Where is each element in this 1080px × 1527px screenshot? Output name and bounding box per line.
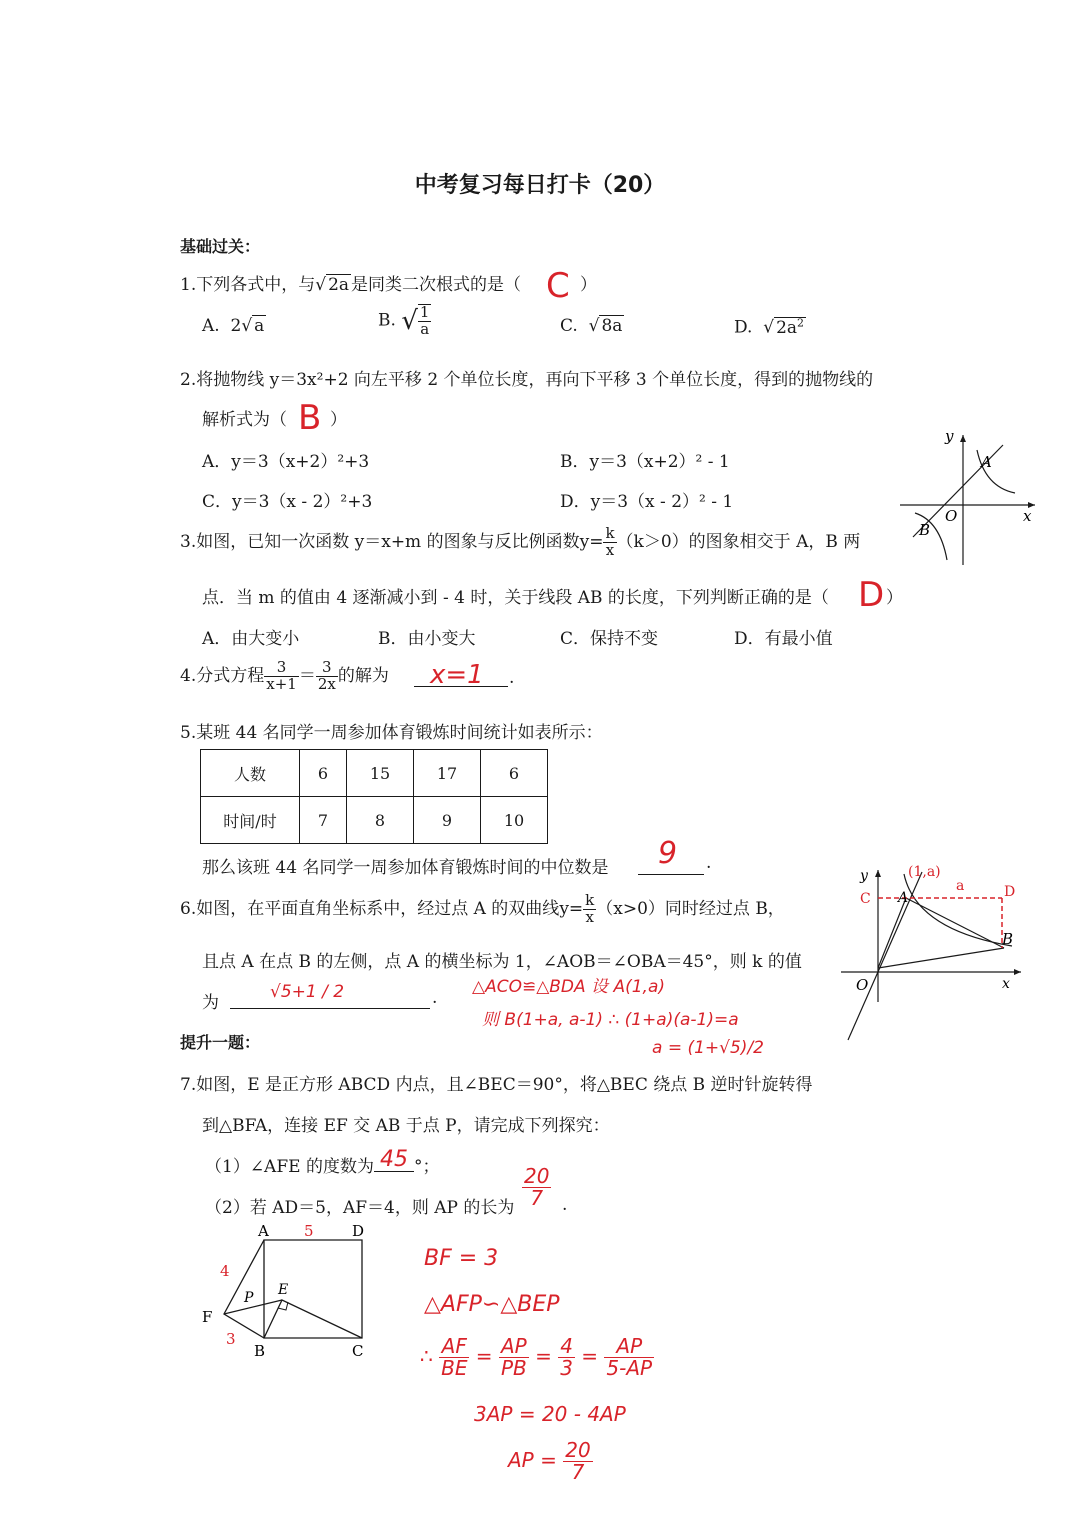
q3-option-a: A．由大变小 (202, 629, 300, 649)
q1-close-paren: ） (580, 275, 597, 295)
q6-point-a: A (898, 890, 909, 906)
q6-frac-den: x (585, 907, 594, 926)
q7-p2-period: . (562, 1195, 568, 1215)
q2-option-b: B．y＝3（x+2）² - 1 (560, 452, 730, 472)
q7-part2: （2）若 AD＝5，AF＝4，则 AP 的长为 (205, 1198, 515, 1218)
q1-stem (180, 270, 521, 295)
q1-stem-pre: 1.下列各式中，与 (180, 275, 316, 295)
q7-work-frac2-den: PB (500, 1356, 527, 1380)
q4-right-num: 3 (316, 660, 338, 677)
q7-line1: 7.如图，E 是正方形 ABCD 内点，且∠BEC＝90°，将△BEC 绕点 B 逆时针旋转得 (180, 1075, 813, 1095)
q2-handwritten-answer: B (298, 398, 322, 438)
q7-work-line3: ∴ $\frac{AF}{BE}$ = $\frac{AP}{PB}$ = $\frac{4}{3}$ = $\frac{AP}{5-AP}$ (420, 1334, 653, 1380)
q7-work-final-frac (563, 1440, 592, 1483)
q1-b-radical-sign: √ (401, 305, 418, 336)
q5-header-count: 人数 (201, 750, 300, 797)
q4-left-fraction (264, 660, 299, 693)
q6-point-d: D (1004, 884, 1016, 900)
q7-p1-post: °； (413, 1157, 440, 1177)
q6-point-c: C (860, 891, 871, 907)
q5-cell: 6 (481, 750, 548, 797)
q1-d-radicand: 2a (776, 317, 798, 338)
q3-option-c: C．保持不变 (560, 629, 659, 649)
q6-origin: O (856, 976, 869, 994)
q7-label-a: A (258, 1222, 269, 1240)
q7-work-frac1 (439, 1336, 469, 1379)
q5-cell: 8 (347, 797, 414, 844)
q3-line1-pre: 3.如图，已知一次函数 y＝x+m 的图象与反比例函数 (180, 531, 580, 552)
q7-work-therefore: ∴ (420, 1344, 433, 1368)
q4-left-num: 3 (264, 660, 299, 677)
q6-work-line3: a = (1+√5)/2 (652, 1038, 764, 1058)
q6-line1 (180, 893, 785, 926)
q5-header-time: 时间/时 (201, 797, 300, 844)
q5-followup: 那么该班 44 名同学一周参加体育锻炼时间的中位数是 (202, 858, 609, 878)
q1-option-d (734, 316, 806, 338)
q7-work-frac1-num: AF (439, 1336, 469, 1358)
q3-point-b: B (919, 521, 931, 539)
q5-cell: 9 (414, 797, 481, 844)
q7-work-frac4 (604, 1336, 654, 1379)
q1-a-radicand: a (254, 316, 265, 336)
q1-b-den: a (420, 319, 430, 338)
q7-work-final-num: 20 (565, 1438, 591, 1462)
q3-frac-y: y= (579, 531, 604, 552)
q1-d-label: D. (734, 317, 753, 338)
q3-graph-figure (895, 425, 1045, 570)
q7-line2: 到△BFA，连接 EF 交 AB 于点 P，请完成下列探究： (202, 1116, 610, 1136)
q7-p2-den: 7 (530, 1186, 544, 1210)
q6-graph-figure (836, 852, 1036, 1052)
q3-x-label: x (1023, 507, 1032, 525)
q7-work-final-den: 7 (571, 1460, 585, 1484)
q1-option-b (378, 304, 431, 338)
q3-frac-den: x (605, 540, 615, 559)
q7-p1-blank (374, 1147, 414, 1172)
q7-work-frac4-den: 5-AP (606, 1356, 653, 1380)
q7-part1 (205, 1147, 440, 1177)
q6-fraction (583, 893, 596, 926)
q5-cell: 15 (347, 750, 414, 797)
q5-cell: 10 (481, 797, 548, 844)
q4-pre: 4.分式方程 (180, 665, 265, 686)
q5-handwritten-answer: 9 (658, 836, 678, 871)
q3-option-b: B．由小变大 (378, 629, 476, 649)
q7-work-frac1-den: BE (441, 1356, 468, 1380)
q1-option-c (560, 316, 624, 336)
q7-label-c: C (352, 1342, 364, 1360)
q3-handwritten-answer: D (858, 575, 885, 615)
q7-work-frac2 (499, 1336, 529, 1379)
q4-right-den: 2x (317, 674, 336, 693)
q2-option-c: C．y＝3（x - 2）²+3 (202, 492, 373, 512)
q1-d-exponent: 2 (797, 316, 805, 329)
q7-work-frac3 (558, 1336, 575, 1379)
q4-post: 的解为 (337, 665, 389, 686)
q1-b-fraction (418, 304, 432, 338)
q6-frac-y: y= (559, 898, 584, 919)
q6-coord-label: (1,a) (908, 864, 941, 880)
q6-work-line2: 则 B(1+a, a-1) ∴ (1+a)(a-1)=a (482, 1010, 739, 1030)
q7-work-frac3-num: 4 (560, 1334, 573, 1358)
q2-line2: 解析式为（ (202, 410, 287, 430)
q6-period: . (432, 988, 438, 1008)
q2-line1: 2.将抛物线 y＝3x²+2 向左平移 2 个单位长度，再向下平移 3 个单位长度，得到的抛物线的 (180, 370, 874, 390)
q7-work-ap-eq: AP = (508, 1448, 557, 1472)
q1-b-num: 1 (419, 303, 430, 321)
q5-table (200, 749, 548, 844)
q7-square-figure (196, 1218, 386, 1368)
q6-line3: 为 (202, 993, 219, 1013)
q7-label-e: E (278, 1282, 289, 1298)
table-row (201, 797, 548, 844)
q1-b-label: B. (378, 310, 396, 331)
q3-line1-post: （k＞0）的图象相交于 A，B 两 (616, 531, 861, 552)
q5-period: . (706, 853, 712, 873)
q3-frac-num: k (605, 524, 615, 542)
q6-y-arrow (875, 870, 881, 877)
q7-triangle-bec (264, 1300, 362, 1338)
q3-y-label: y (945, 427, 954, 445)
q3-line1 (180, 526, 860, 559)
q3-close-paren: ） (886, 588, 903, 608)
q5-cell: 7 (300, 797, 347, 844)
q7-p1-pre: （1）∠AFE 的度数为 (205, 1157, 374, 1177)
q7-p2-num: 20 (524, 1164, 550, 1188)
q7-work-line2: △AFP∽△BEP (424, 1292, 560, 1317)
q4-equation (180, 660, 389, 693)
q1-d-radical: √ $2a^2$ (763, 316, 805, 338)
q7-work-line4: 3AP = 20 - 4AP (474, 1402, 626, 1426)
q4-left-den: x+1 (266, 674, 297, 693)
q4-handwritten-answer: x=1 (430, 660, 484, 690)
q6-work-line1: △ACO≌△BDA 设 A(1,a) (472, 977, 665, 997)
q7-label-af-length: 4 (220, 1262, 230, 1280)
q6-segment-oa (878, 898, 906, 968)
q7-label-d: D (352, 1222, 365, 1240)
q6-line1-post: （x>0）同时经过点 B， (596, 898, 785, 919)
q1-c-radicand: 8a (601, 316, 623, 336)
q5-stem: 5.某班 44 名同学一周参加体育锻炼时间统计如表所示： (180, 723, 603, 743)
q1-c-label: C. (560, 316, 578, 336)
q5-cell: 17 (414, 750, 481, 797)
q1-handwritten-answer: C (546, 266, 570, 306)
q6-point-b: B (1002, 930, 1014, 948)
q6-line1-pre: 6.如图，在平面直角坐标系中，经过点 A 的双曲线 (180, 898, 560, 919)
q2-close-paren: ） (330, 410, 347, 430)
q6-line2: 且点 A 在点 B 的左侧，点 A 的横坐标为 1，∠AOB＝∠OBA＝45°，则 k 的值 (202, 952, 802, 972)
q1-c-radical: √ 8a (588, 316, 623, 336)
q7-work-line1: BF = 3 (424, 1246, 499, 1271)
q6-segment-ab (906, 898, 1004, 948)
q7-label-fb-length: 3 (226, 1330, 236, 1348)
q7-label-ad-length: 5 (304, 1222, 314, 1240)
q3-origin: O (945, 507, 958, 525)
page-title: 中考复习每日打卡（20） (414, 173, 666, 198)
q4-right-fraction (316, 660, 338, 693)
q7-triangle-bfa (224, 1240, 264, 1338)
q7-p1-handwritten-answer: 45 (379, 1147, 408, 1172)
section-advanced: 提升一题： (180, 1033, 261, 1052)
q7-work-line5 (508, 1440, 593, 1483)
q6-x-arrow (1014, 969, 1021, 975)
q2-option-d: D．y＝3（x - 2）² - 1 (560, 492, 734, 512)
q3-fraction (603, 526, 616, 559)
q1-radicand: 2a (328, 275, 350, 295)
q5-cell: 6 (300, 750, 347, 797)
q3-y-arrow (960, 435, 966, 442)
q6-segment-ob (878, 948, 1004, 968)
q1-stem-post: 是同类二次根式的是（ (351, 275, 522, 295)
q6-side-label: a (956, 878, 965, 894)
q7-label-p: P (244, 1290, 254, 1306)
q1-a-label: A. (202, 316, 220, 336)
q7-p2-handwritten-answer (522, 1166, 551, 1209)
q1-a-coef: 2 (230, 316, 242, 336)
q7-work-frac3-den: 3 (560, 1356, 573, 1380)
q1-a-radical: √ a (241, 316, 265, 336)
q1-option-a (202, 316, 266, 336)
section-basic: 基础过关： (180, 237, 261, 256)
q7-label-b: B (254, 1342, 266, 1360)
q7-work-frac2-num: AP (499, 1336, 529, 1358)
q6-frac-num: k (585, 891, 595, 909)
table-row (201, 750, 548, 797)
q4-period: . (509, 668, 515, 688)
q3-option-d: D．有最小值 (734, 629, 833, 649)
q3-point-a: A (981, 453, 992, 471)
q6-y-label: y (860, 868, 868, 884)
q1-radical: √ 2a (315, 275, 350, 295)
q2-option-a: A．y＝3（x+2）²+3 (202, 452, 370, 472)
q3-line2: 点．当 m 的值由 4 逐渐减小到 - 4 时，关于线段 AB 的长度，下列判断正确的是（ (202, 588, 829, 608)
q7-label-f: F (202, 1308, 213, 1326)
q4-eq: ＝ (298, 665, 316, 686)
q6-handwritten-answer: √5+1 / 2 (270, 982, 345, 1002)
q7-work-frac4-num: AP (604, 1336, 654, 1358)
q6-x-label: x (1002, 976, 1010, 992)
